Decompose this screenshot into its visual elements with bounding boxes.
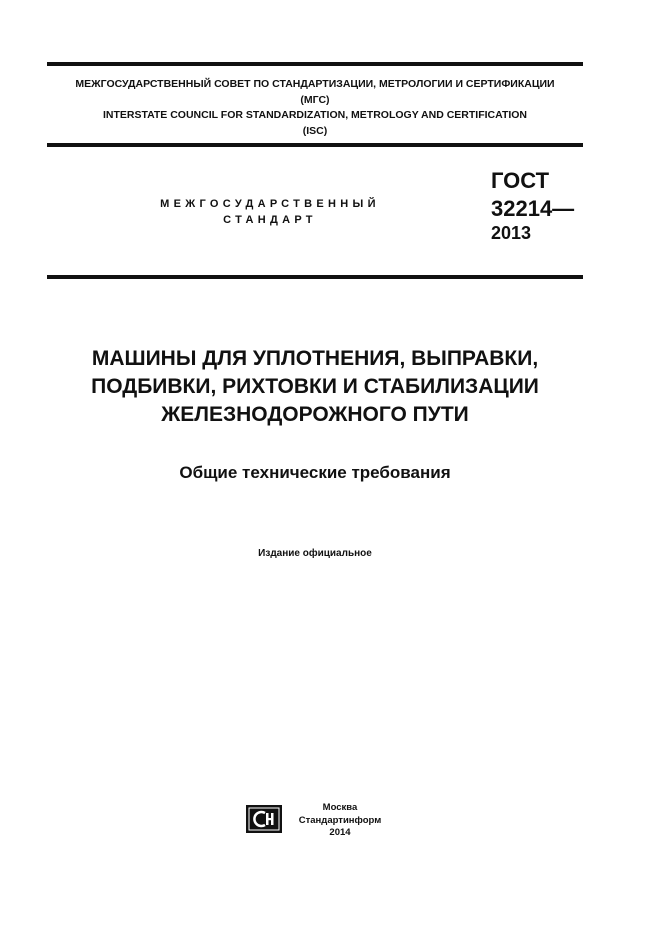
designation-number: 32214— — [491, 196, 575, 221]
standard-designation — [491, 168, 574, 244]
standard-type-line1: МЕЖГОСУДАРСТВЕННЫЙ — [160, 198, 380, 210]
title-line: ПОДБИВКИ, РИХТОВКИ И СТАБИЛИЗАЦИИ — [91, 375, 539, 398]
standartinform-logo-icon — [246, 805, 282, 833]
document-title — [47, 345, 583, 429]
standard-type — [120, 196, 420, 228]
council-ru-abbr: (МГС) — [300, 93, 330, 106]
publisher-name: Стандартинформ — [298, 814, 382, 826]
council-en-abbr: (ISC) — [302, 124, 328, 137]
title-line: МАШИНЫ ДЛЯ УПЛОТНЕНИЯ, ВЫПРАВКИ, — [91, 347, 539, 370]
designation-prefix: ГОСТ — [491, 168, 550, 193]
designation-rule — [47, 275, 583, 279]
publisher-city: Москва — [322, 802, 358, 813]
top-rule — [47, 62, 583, 66]
header-rule — [47, 143, 583, 147]
council-en-name: INTERSTATE COUNCIL FOR STANDARDIZATION, METROLOGY AND CERTIFICATION — [102, 109, 528, 121]
council-ru-name: МЕЖГОСУДАРСТВЕННЫЙ СОВЕТ ПО СТАНДАРТИЗАЦИИ, МЕТРОЛОГИИ И СЕРТИФИКАЦИИ — [75, 78, 555, 90]
publisher-imprint — [292, 802, 388, 840]
council-header — [47, 77, 583, 139]
edition-note: Издание официальное — [258, 548, 372, 559]
publisher-year: 2014 — [329, 827, 351, 838]
designation-year: 2013 — [491, 223, 532, 243]
title-line: ЖЕЛЕЗНОДОРОЖНОГО ПУТИ — [161, 403, 469, 426]
document-subtitle: Общие технические требования — [179, 463, 451, 482]
standard-type-line2: СТАНДАРТ — [223, 214, 317, 226]
